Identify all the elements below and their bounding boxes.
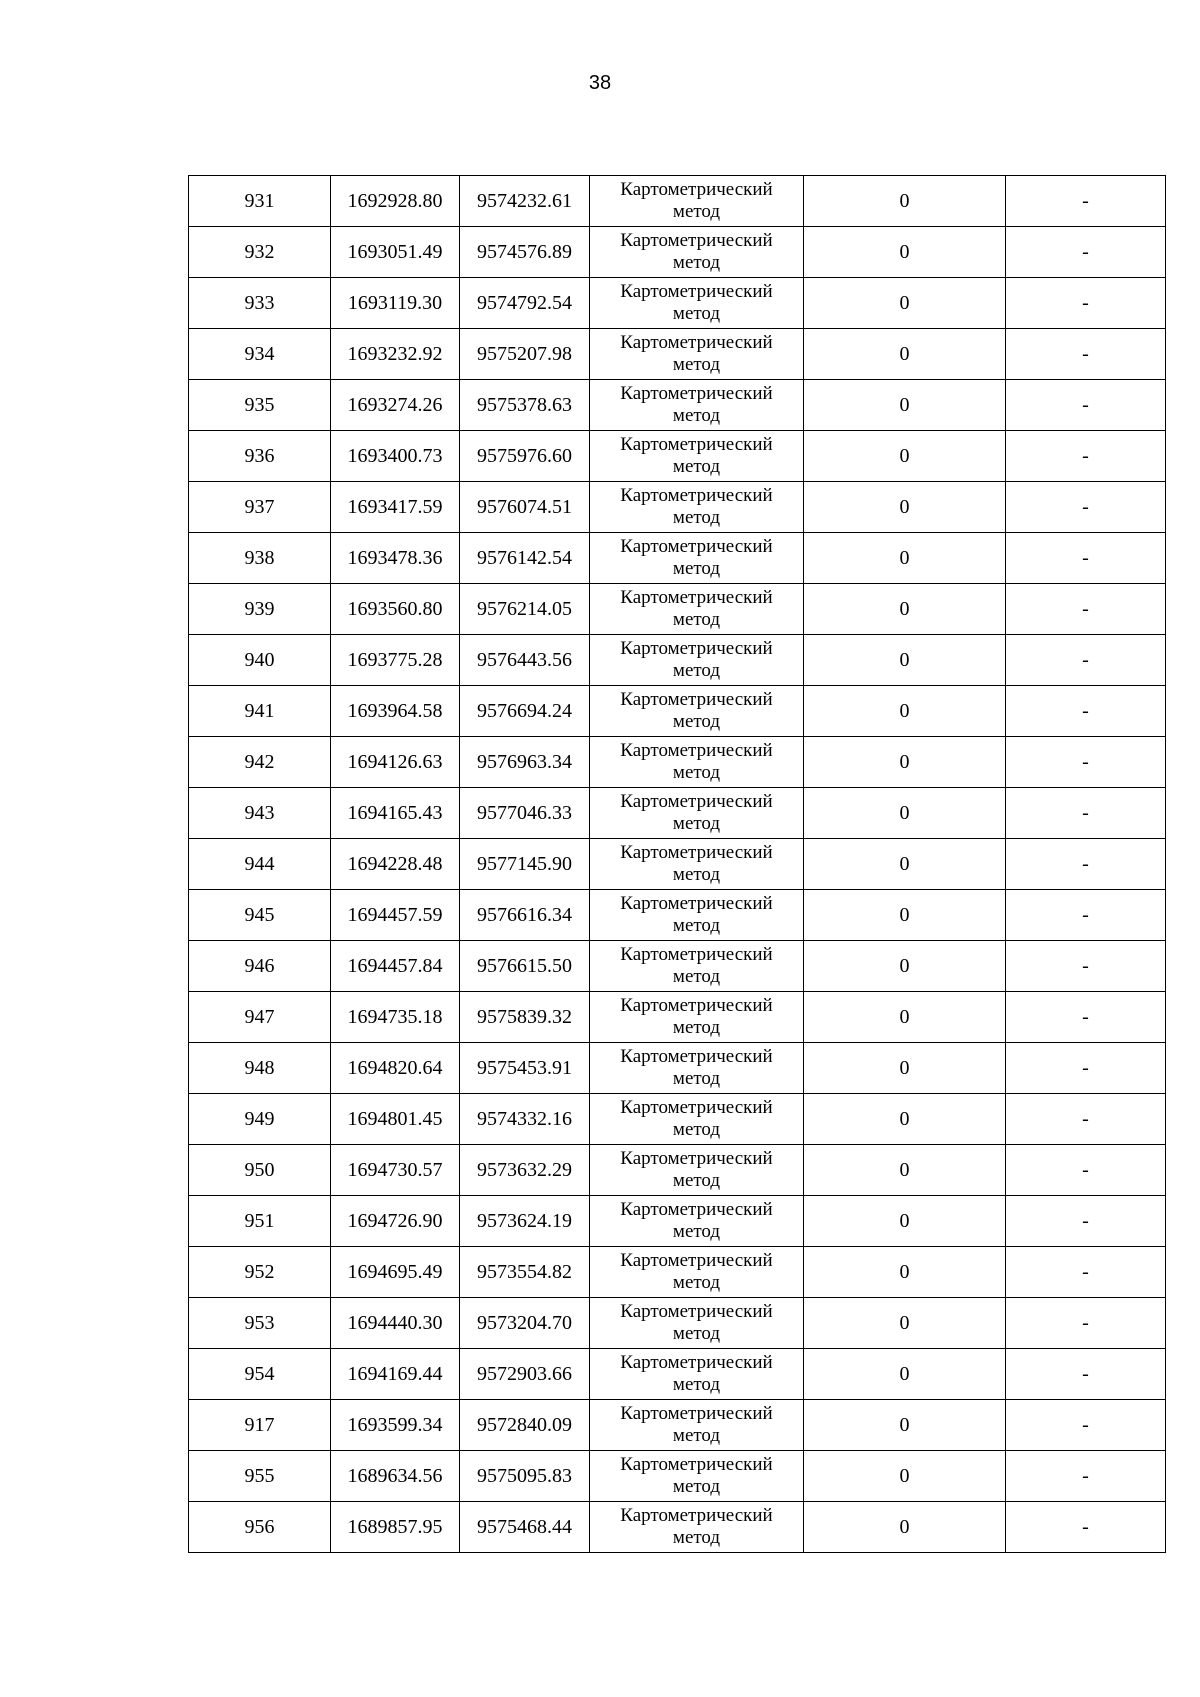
coordinates-table [188,175,1166,1553]
x-coordinate-cell: 1694228.48 [331,839,460,890]
method-text-line-1: Картометрический [620,332,773,353]
error-cell: 0 [804,584,1006,635]
method-text-line-1: Картометрический [620,893,773,914]
x-coordinate-cell: 1694126.63 [331,737,460,788]
x-coordinate-cell: 1693400.73 [331,431,460,482]
method-cell [590,1145,804,1196]
method-text-line-1: Картометрический [620,638,773,659]
method-cell [590,1400,804,1451]
note-cell: - [1006,992,1166,1043]
table-row [189,1400,1166,1451]
point-number-cell: 948 [189,1043,331,1094]
point-number-cell: 938 [189,533,331,584]
x-coordinate-cell: 1694726.90 [331,1196,460,1247]
method-text-line-2: метод [672,456,721,477]
y-coordinate-cell: 9576214.05 [460,584,590,635]
point-number-cell: 932 [189,227,331,278]
note-cell: - [1006,329,1166,380]
x-coordinate-cell: 1693560.80 [331,584,460,635]
point-number-cell: 947 [189,992,331,1043]
error-cell: 0 [804,1298,1006,1349]
method-text-line-2: метод [672,507,721,528]
error-cell: 0 [804,482,1006,533]
point-number-cell: 940 [189,635,331,686]
y-coordinate-cell: 9575468.44 [460,1502,590,1553]
point-number-cell: 949 [189,1094,331,1145]
method-text-line-1: Картометрический [620,791,773,812]
method-text-line-1: Картометрический [620,179,773,200]
point-number-cell: 942 [189,737,331,788]
table-row [189,1502,1166,1553]
method-text-line-1: Картометрический [620,1301,773,1322]
y-coordinate-cell: 9576616.34 [460,890,590,941]
point-number-cell: 946 [189,941,331,992]
error-cell: 0 [804,839,1006,890]
y-coordinate-cell: 9577046.33 [460,788,590,839]
note-cell: - [1006,533,1166,584]
method-text-line-1: Картометрический [620,434,773,455]
method-cell [590,1349,804,1400]
method-text-line-1: Картометрический [620,1199,773,1220]
method-text-line-2: метод [672,609,721,630]
method-text-line-1: Картометрический [620,383,773,404]
error-cell: 0 [804,686,1006,737]
method-text-line-1: Картометрический [620,1403,773,1424]
x-coordinate-cell: 1694457.59 [331,890,460,941]
y-coordinate-cell: 9572903.66 [460,1349,590,1400]
y-coordinate-cell: 9576074.51 [460,482,590,533]
x-coordinate-cell: 1693775.28 [331,635,460,686]
point-number-cell: 941 [189,686,331,737]
table-row [189,1349,1166,1400]
error-cell: 0 [804,533,1006,584]
point-number-cell: 953 [189,1298,331,1349]
method-cell [590,533,804,584]
table-row [189,788,1166,839]
point-number-cell: 935 [189,380,331,431]
error-cell: 0 [804,788,1006,839]
method-cell [590,992,804,1043]
x-coordinate-cell: 1693478.36 [331,533,460,584]
error-cell: 0 [804,1349,1006,1400]
method-text-line-1: Картометрический [620,842,773,863]
table-row [189,482,1166,533]
x-coordinate-cell: 1693417.59 [331,482,460,533]
error-cell: 0 [804,1502,1006,1553]
error-cell: 0 [804,431,1006,482]
method-text-line-2: метод [672,915,721,936]
y-coordinate-cell: 9576694.24 [460,686,590,737]
method-cell [590,431,804,482]
x-coordinate-cell: 1693119.30 [331,278,460,329]
table-row [189,329,1166,380]
method-cell [590,1094,804,1145]
point-number-cell: 956 [189,1502,331,1553]
table-row [189,890,1166,941]
method-text-line-2: метод [672,1323,721,1344]
error-cell: 0 [804,1145,1006,1196]
method-text-line-1: Картометрический [620,485,773,506]
table-row [189,686,1166,737]
table-row [189,278,1166,329]
x-coordinate-cell: 1694457.84 [331,941,460,992]
y-coordinate-cell: 9576443.56 [460,635,590,686]
table-row [189,1247,1166,1298]
table-row [189,1094,1166,1145]
table-row [189,992,1166,1043]
table-row [189,1145,1166,1196]
method-text-line-1: Картометрический [620,944,773,965]
method-cell [590,1298,804,1349]
x-coordinate-cell: 1693599.34 [331,1400,460,1451]
table-row [189,1451,1166,1502]
table-row [189,1298,1166,1349]
method-text-line-2: метод [672,1017,721,1038]
error-cell: 0 [804,890,1006,941]
x-coordinate-cell: 1694820.64 [331,1043,460,1094]
table-row [189,533,1166,584]
error-cell: 0 [804,176,1006,227]
method-text-line-2: метод [672,660,721,681]
x-coordinate-cell: 1694440.30 [331,1298,460,1349]
point-number-cell: 952 [189,1247,331,1298]
note-cell: - [1006,584,1166,635]
method-text-line-1: Картометрический [620,1454,773,1475]
x-coordinate-cell: 1693232.92 [331,329,460,380]
point-number-cell: 933 [189,278,331,329]
y-coordinate-cell: 9577145.90 [460,839,590,890]
point-number-cell: 939 [189,584,331,635]
table-row [189,839,1166,890]
y-coordinate-cell: 9575378.63 [460,380,590,431]
x-coordinate-cell: 1693051.49 [331,227,460,278]
error-cell: 0 [804,1094,1006,1145]
note-cell: - [1006,176,1166,227]
method-cell [590,482,804,533]
table-row [189,1196,1166,1247]
y-coordinate-cell: 9575453.91 [460,1043,590,1094]
note-cell: - [1006,1145,1166,1196]
error-cell: 0 [804,635,1006,686]
method-text-line-2: метод [672,1374,721,1395]
note-cell: - [1006,890,1166,941]
table-row [189,941,1166,992]
y-coordinate-cell: 9576615.50 [460,941,590,992]
method-text-line-2: метод [672,711,721,732]
method-text-line-2: метод [672,813,721,834]
note-cell: - [1006,839,1166,890]
error-cell: 0 [804,737,1006,788]
note-cell: - [1006,788,1166,839]
method-cell [590,584,804,635]
table-row [189,176,1166,227]
method-cell [590,278,804,329]
note-cell: - [1006,380,1166,431]
method-cell [590,380,804,431]
method-text-line-2: метод [672,1476,721,1497]
method-text-line-2: метод [672,303,721,324]
x-coordinate-cell: 1694801.45 [331,1094,460,1145]
note-cell: - [1006,278,1166,329]
method-text-line-2: метод [672,1119,721,1140]
method-text-line-2: метод [672,762,721,783]
x-coordinate-cell: 1693964.58 [331,686,460,737]
x-coordinate-cell: 1694730.57 [331,1145,460,1196]
error-cell: 0 [804,1043,1006,1094]
table-body [189,176,1166,1553]
x-coordinate-cell: 1693274.26 [331,380,460,431]
x-coordinate-cell: 1689634.56 [331,1451,460,1502]
method-cell [590,1451,804,1502]
note-cell: - [1006,1043,1166,1094]
note-cell: - [1006,1094,1166,1145]
point-number-cell: 943 [189,788,331,839]
table-row [189,227,1166,278]
x-coordinate-cell: 1689857.95 [331,1502,460,1553]
note-cell: - [1006,1400,1166,1451]
y-coordinate-cell: 9575839.32 [460,992,590,1043]
y-coordinate-cell: 9575207.98 [460,329,590,380]
method-cell [590,1502,804,1553]
note-cell: - [1006,1298,1166,1349]
method-cell [590,941,804,992]
method-text-line-2: метод [672,1221,721,1242]
point-number-cell: 954 [189,1349,331,1400]
method-text-line-2: метод [672,1527,721,1548]
method-text-line-2: метод [672,1425,721,1446]
y-coordinate-cell: 9575095.83 [460,1451,590,1502]
point-number-cell: 950 [189,1145,331,1196]
y-coordinate-cell: 9573204.70 [460,1298,590,1349]
error-cell: 0 [804,1247,1006,1298]
note-cell: - [1006,227,1166,278]
x-coordinate-cell: 1694165.43 [331,788,460,839]
table-row [189,1043,1166,1094]
point-number-cell: 944 [189,839,331,890]
table-row [189,584,1166,635]
method-cell [590,890,804,941]
point-number-cell: 936 [189,431,331,482]
method-cell [590,1247,804,1298]
note-cell: - [1006,1247,1166,1298]
y-coordinate-cell: 9573624.19 [460,1196,590,1247]
y-coordinate-cell: 9576963.34 [460,737,590,788]
point-number-cell: 931 [189,176,331,227]
error-cell: 0 [804,1196,1006,1247]
method-cell [590,176,804,227]
method-text-line-1: Картометрический [620,1097,773,1118]
method-cell [590,686,804,737]
method-text-line-2: метод [672,405,721,426]
method-text-line-1: Картометрический [620,230,773,251]
method-cell [590,227,804,278]
y-coordinate-cell: 9573632.29 [460,1145,590,1196]
note-cell: - [1006,686,1166,737]
method-text-line-1: Картометрический [620,1148,773,1169]
method-text-line-2: метод [672,201,721,222]
note-cell: - [1006,941,1166,992]
x-coordinate-cell: 1694169.44 [331,1349,460,1400]
method-text-line-2: метод [672,354,721,375]
method-text-line-2: метод [672,1068,721,1089]
error-cell: 0 [804,1400,1006,1451]
method-cell [590,737,804,788]
method-text-line-2: метод [672,864,721,885]
error-cell: 0 [804,278,1006,329]
point-number-cell: 917 [189,1400,331,1451]
method-text-line-1: Картометрический [620,1046,773,1067]
x-coordinate-cell: 1692928.80 [331,176,460,227]
y-coordinate-cell: 9574792.54 [460,278,590,329]
method-text-line-1: Картометрический [620,536,773,557]
note-cell: - [1006,482,1166,533]
note-cell: - [1006,1349,1166,1400]
note-cell: - [1006,431,1166,482]
y-coordinate-cell: 9573554.82 [460,1247,590,1298]
point-number-cell: 945 [189,890,331,941]
note-cell: - [1006,1196,1166,1247]
method-text-line-1: Картометрический [620,1505,773,1526]
method-text-line-1: Картометрический [620,1352,773,1373]
error-cell: 0 [804,992,1006,1043]
method-text-line-1: Картометрический [620,587,773,608]
y-coordinate-cell: 9575976.60 [460,431,590,482]
method-cell [590,788,804,839]
y-coordinate-cell: 9574576.89 [460,227,590,278]
method-text-line-1: Картометрический [620,995,773,1016]
error-cell: 0 [804,329,1006,380]
point-number-cell: 955 [189,1451,331,1502]
note-cell: - [1006,1502,1166,1553]
error-cell: 0 [804,941,1006,992]
method-cell [590,1043,804,1094]
method-text-line-2: метод [672,1170,721,1191]
point-number-cell: 934 [189,329,331,380]
method-text-line-1: Картометрический [620,1250,773,1271]
method-text-line-1: Картометрический [620,740,773,761]
method-cell [590,839,804,890]
error-cell: 0 [804,1451,1006,1502]
y-coordinate-cell: 9574332.16 [460,1094,590,1145]
method-text-line-1: Картометрический [620,689,773,710]
point-number-cell: 951 [189,1196,331,1247]
method-text-line-1: Картометрический [620,281,773,302]
y-coordinate-cell: 9574232.61 [460,176,590,227]
table-row [189,737,1166,788]
error-cell: 0 [804,227,1006,278]
note-cell: - [1006,737,1166,788]
table-row [189,380,1166,431]
method-text-line-2: метод [672,1272,721,1293]
method-cell [590,329,804,380]
method-cell [590,635,804,686]
note-cell: - [1006,1451,1166,1502]
method-text-line-2: метод [672,966,721,987]
y-coordinate-cell: 9572840.09 [460,1400,590,1451]
method-cell [590,1196,804,1247]
note-cell: - [1006,635,1166,686]
error-cell: 0 [804,380,1006,431]
y-coordinate-cell: 9576142.54 [460,533,590,584]
page-number: 38 [588,72,612,94]
table-row [189,431,1166,482]
method-text-line-2: метод [672,252,721,273]
method-text-line-2: метод [672,558,721,579]
x-coordinate-cell: 1694735.18 [331,992,460,1043]
table-row [189,635,1166,686]
x-coordinate-cell: 1694695.49 [331,1247,460,1298]
point-number-cell: 937 [189,482,331,533]
